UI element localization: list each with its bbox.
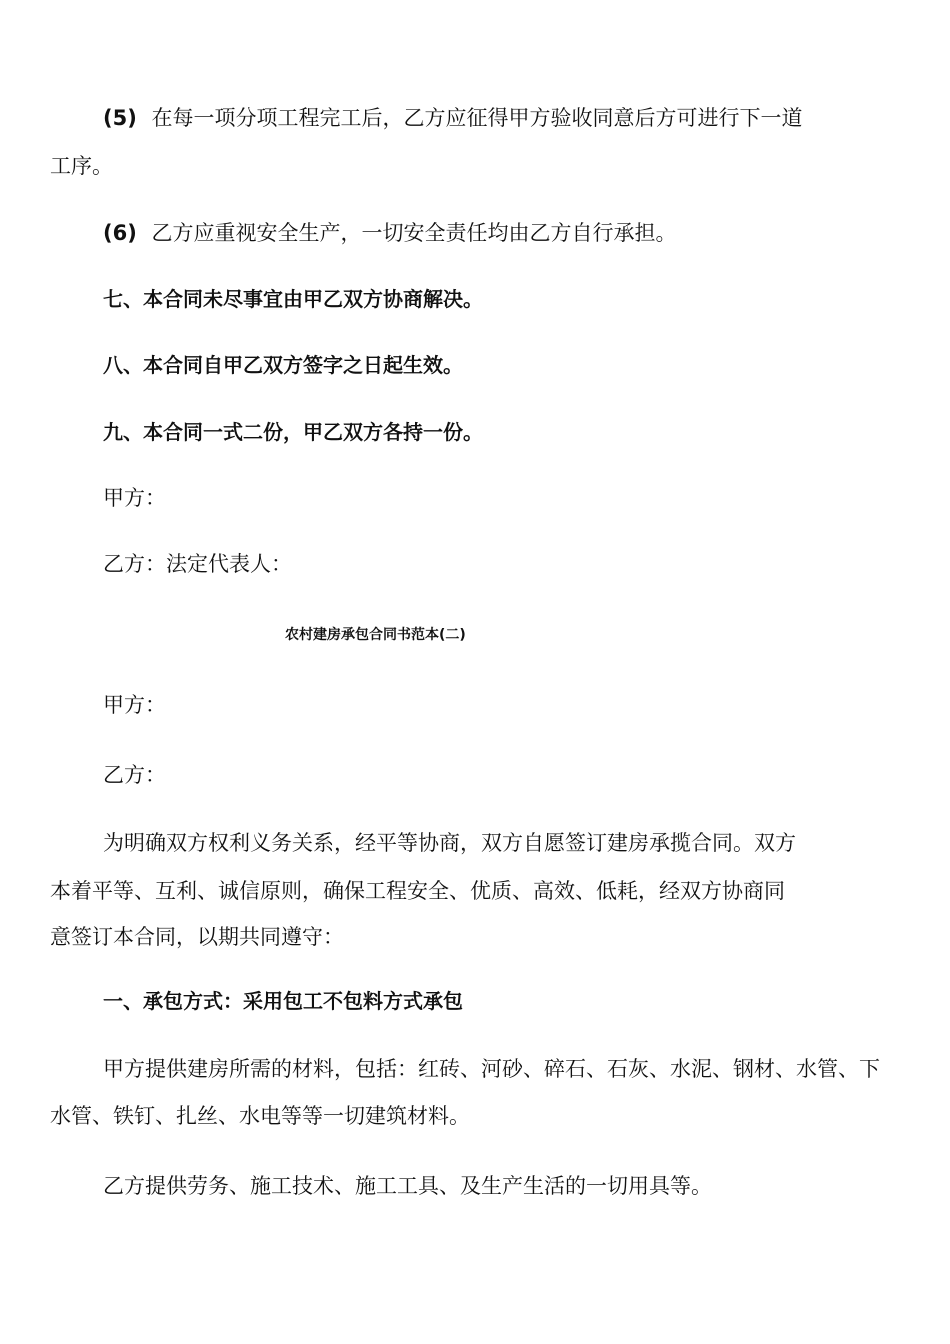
paragraph-text: 在每一项分项工程完工后，乙方应征得甲方验收同意后方可进行下一道 xyxy=(151,106,803,130)
section-title: 农村建房承包合同书范本(二) xyxy=(285,627,466,643)
heading-contract-method: 一、承包方式：采用包工不包料方式承包 xyxy=(103,989,463,1013)
intro-line-1: 为明确双方权利义务关系，经平等协商，双方自愿签订建房承揽合同。双方 xyxy=(103,831,796,855)
party-a-signature-line: 甲方： xyxy=(103,486,166,510)
intro-line-3: 意签订本合同，以期共同遵守： xyxy=(50,925,344,949)
party-b-line: 乙方： xyxy=(103,763,166,787)
party-b-signature-line: 乙方：法定代表人： xyxy=(103,552,292,576)
paragraph-item-5-line-2: 工序。 xyxy=(50,154,113,178)
intro-line-2: 本着平等、互利、诚信原则，确保工程安全、优质、高效、低耗，经双方协商同 xyxy=(50,879,785,903)
party-a-line: 甲方： xyxy=(103,693,166,717)
labor-line: 乙方提供劳务、施工技术、施工工具、及生产生活的一切用具等。 xyxy=(103,1174,712,1198)
item-number: (5) xyxy=(103,106,137,130)
paragraph-item-5-line-1 xyxy=(103,103,803,133)
materials-line-1: 甲方提供建房所需的材料，包括：红砖、河砂、碎石、石灰、水泥、钢材、水管、下 xyxy=(103,1057,880,1081)
clause-7: 七、本合同未尽事宜由甲乙双方协商解决。 xyxy=(103,287,483,311)
clause-8: 八、本合同自甲乙双方签字之日起生效。 xyxy=(103,353,463,377)
clause-9: 九、本合同一式二份，甲乙双方各持一份。 xyxy=(103,420,483,444)
paragraph-item-6 xyxy=(103,218,677,248)
paragraph-text: 乙方应重视安全生产，一切安全责任均由乙方自行承担。 xyxy=(151,221,677,245)
item-number: (6) xyxy=(103,221,137,245)
materials-line-2: 水管、铁钉、扎丝、水电等等一切建筑材料。 xyxy=(50,1104,470,1128)
